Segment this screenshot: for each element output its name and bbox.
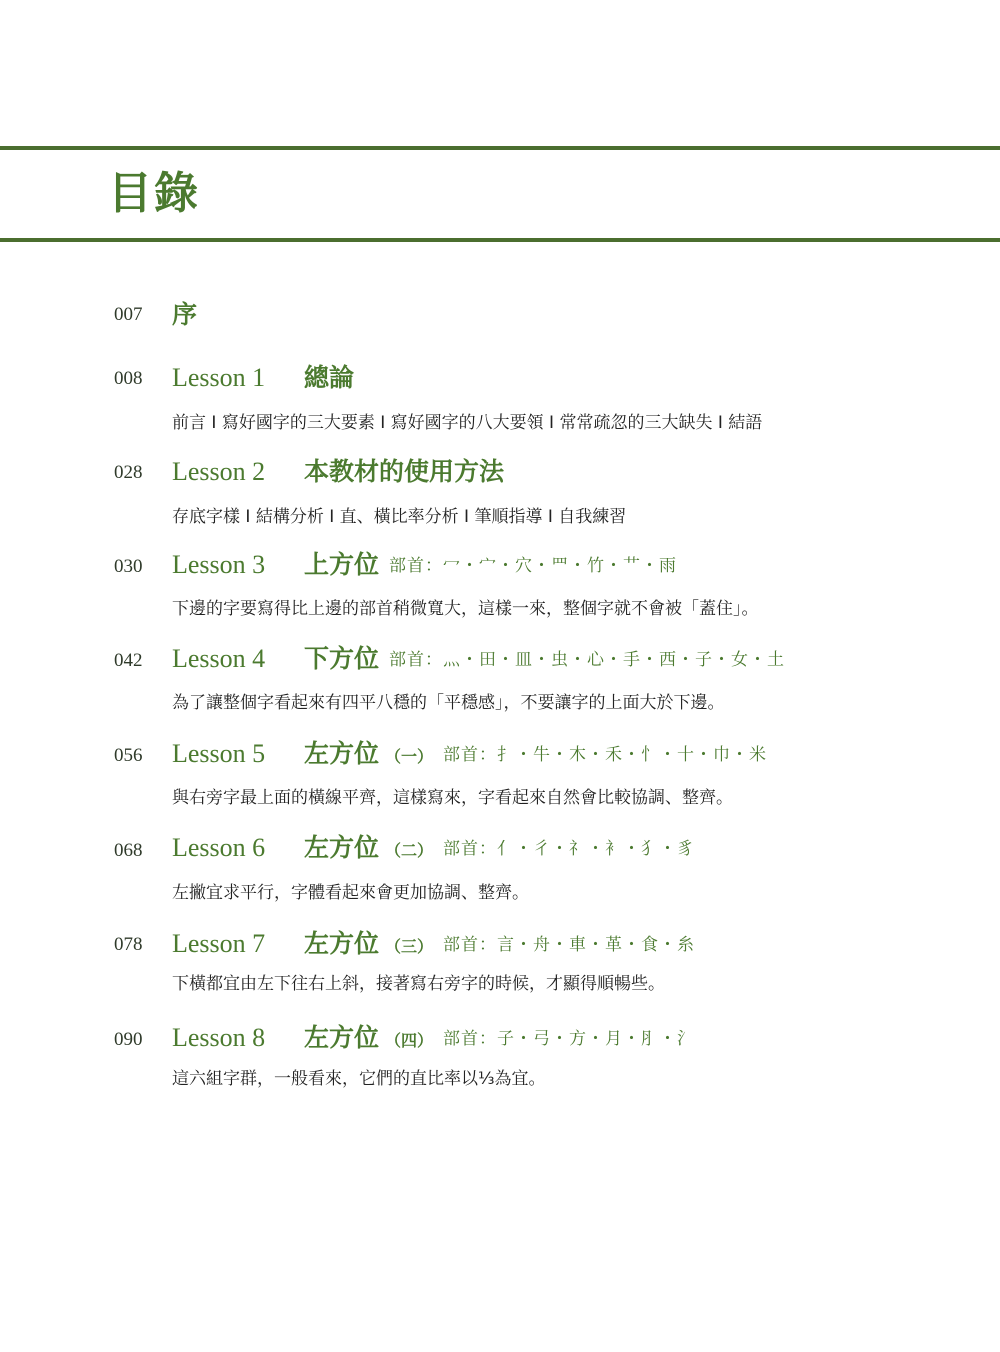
lesson-label: Lesson 3 xyxy=(172,550,266,579)
lesson-label: Lesson 8 xyxy=(172,1023,266,1052)
part-number: （三） xyxy=(385,937,434,956)
entry-heading xyxy=(172,300,197,333)
entry-heading xyxy=(172,363,354,396)
entry-heading xyxy=(172,550,677,583)
entry-heading xyxy=(172,457,504,490)
entry-description: 下邊的字要寫得比上邊的部首稍微寬大，這樣一來，整個字就不會被「蓋住」。 xyxy=(172,599,759,619)
lesson-label: Lesson 6 xyxy=(172,833,266,862)
lesson-label: Lesson 1 xyxy=(172,363,266,392)
entry-heading xyxy=(172,739,767,772)
entry-description: 下橫都宜由左下往右上斜，接著寫右旁字的時候，才顯得順暢些。 xyxy=(172,974,665,994)
entry-heading xyxy=(172,644,785,677)
page-number: 008 xyxy=(114,368,143,389)
page-title: 目錄 xyxy=(108,168,200,219)
entry-title: 總論 xyxy=(304,363,355,392)
radicals-list: 部首：言・舟・車・革・食・糸 xyxy=(443,935,696,955)
entry-title: 本教材的使用方法 xyxy=(304,457,505,486)
entry-description: 與右旁字最上面的橫線平齊，這樣寫來，字看起來自然會比較協調、整齊。 xyxy=(172,788,733,808)
entry-heading xyxy=(172,833,695,866)
page-number: 030 xyxy=(114,556,143,577)
page-number: 007 xyxy=(114,304,143,325)
entry-heading xyxy=(172,929,695,962)
page-number: 056 xyxy=(114,745,143,766)
radicals-list: 部首：冖・宀・穴・罒・竹・艹・雨 xyxy=(389,556,678,576)
lesson-label: Lesson 7 xyxy=(172,929,266,958)
entry-title: 左方位 xyxy=(304,833,380,862)
entry-title: 左方位 xyxy=(304,1023,380,1052)
radicals-list: 部首：扌・牛・木・禾・忄・十・巾・米 xyxy=(443,745,768,765)
entry-title: 下方位 xyxy=(304,644,380,673)
entry-title: 左方位 xyxy=(304,739,380,768)
entry-description: 前言 I 寫好國字的三大要素 I 寫好國字的八大要領 I 常常疏忽的三大缺失 I 結語 xyxy=(172,413,763,433)
page-number: 068 xyxy=(114,840,143,861)
entry-description: 這六組字群，一般看來，它們的直比率以⅓為宜。 xyxy=(172,1069,546,1089)
entry-description: 為了讓整個字看起來有四平八穩的「平穩感」，不要讓字的上面大於下邊。 xyxy=(172,693,725,713)
part-number: （二） xyxy=(385,841,434,860)
page-number: 090 xyxy=(114,1029,143,1050)
entry-heading xyxy=(172,1023,695,1056)
entry-title: 左方位 xyxy=(304,929,380,958)
entry-title: 上方位 xyxy=(304,550,380,579)
entry-description: 存底字樣 I 結構分析 I 直、橫比率分析 I 筆順指導 I 自我練習 xyxy=(172,507,627,527)
radicals-list: 部首：灬・田・皿・虫・心・手・西・子・女・土 xyxy=(389,650,786,670)
entry-title: 序 xyxy=(172,300,198,329)
page-number: 042 xyxy=(114,650,143,671)
entry-description: 左撇宜求平行，字體看起來會更加協調、整齊。 xyxy=(172,883,529,903)
radicals-list: 部首：亻・彳・礻・衤・犭・豸 xyxy=(443,839,696,859)
part-number: （四） xyxy=(385,1031,434,1050)
lesson-label: Lesson 2 xyxy=(172,457,266,486)
page-number: 028 xyxy=(114,462,143,483)
page-number: 078 xyxy=(114,934,143,955)
lesson-label: Lesson 5 xyxy=(172,739,266,768)
part-number: （一） xyxy=(385,747,434,766)
radicals-list: 部首：子・弓・方・月・⺼・氵 xyxy=(443,1029,696,1049)
lesson-label: Lesson 4 xyxy=(172,644,266,673)
